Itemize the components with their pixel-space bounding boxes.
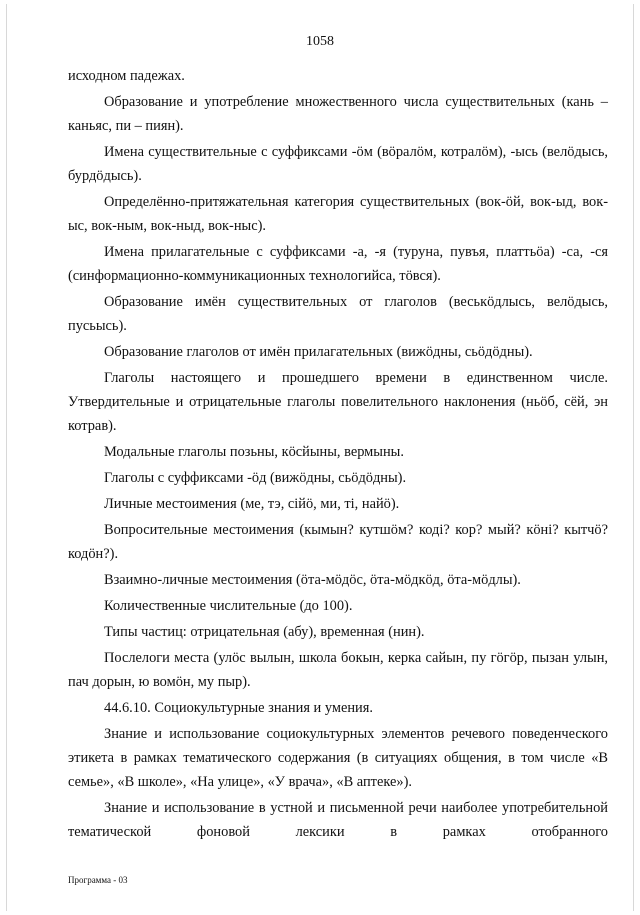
paragraph: Послелоги места (улöс вылын, школа бокын, керка сайын, пу гöгöр, пызан улын, пач дорын, ю вомöн, му пыр). [68,650,608,690]
paragraph: Вопросительные местоимения (кымын? кутшöм? коді? кор? мый? кöні? кытчö? кодöн?). [68,522,608,562]
paragraph: исходном падежах. [68,68,185,84]
paragraph: Типы частиц: отрицательная (абу), временная (нин). [104,624,425,640]
paragraph: Количественные числительные (до 100). [104,598,353,614]
paragraph: Знание и использование социокультурных элементов речевого поведенческого этикета в рамках тематического содержания (в ситуациях общения, в том числе «В семье», «В школе», «На улице», «У врача», «В аптеке»). [68,726,608,790]
paragraph: Образование глаголов от имён прилагательных (вижöдны, сьöдöдны). [104,344,533,360]
paragraph: Имена существительные с суффиксами -öм (вöралöм, котралöм), -ысь (велöдысь, бурдöдысь). [68,144,608,184]
paragraph: Глаголы настоящего и прошедшего времени в единственном числе. Утвердительные и отрицательные глаголы повелительного наклонения (ньöб, сёй, эн котрав). [68,370,608,434]
paragraph: Знание и использование в устной и письменной речи наиболее употребительной тематической фоновой лексики в рамках отобранного [68,800,608,840]
paragraph: Глаголы с суффиксами -öд (вижöдны, сьöдöдны). [104,470,407,486]
paragraph: Имена прилагательные с суффиксами -а, -я (туруна, пувъя, платтьöа) -са, -ся (синформационно-коммуникационных технологийса, тöвся). [68,244,608,284]
paragraph: Личные местоимения (ме, тэ, сійö, ми, ті, найö). [104,496,400,512]
paragraph: Взаимно-личные местоимения (öта-мöдöс, öта-мöдкöд, öта-мöдлы). [104,572,521,588]
paragraph: Определённо-притяжательная категория существительных (вок-öй, вок-ыд, вок-ыс, вок-ным, вок-ныд, вок-ныс). [68,194,608,234]
paragraph: Модальные глаголы позьны, кöсйыны, вермыны. [104,444,404,460]
page-number: 1058 [306,34,334,49]
body-text [68,64,608,846]
section-heading: 44.6.10. Социокультурные знания и умения. [104,700,373,716]
paragraph: Образование имён существительных от глаголов (веськöдлысь, велöдысь, пусьысь). [68,294,608,334]
footer-note: Программа - 03 [68,875,128,885]
paragraph: Образование и употребление множественного числа существительных (кань – каньяс, пи – пиян). [68,94,608,134]
